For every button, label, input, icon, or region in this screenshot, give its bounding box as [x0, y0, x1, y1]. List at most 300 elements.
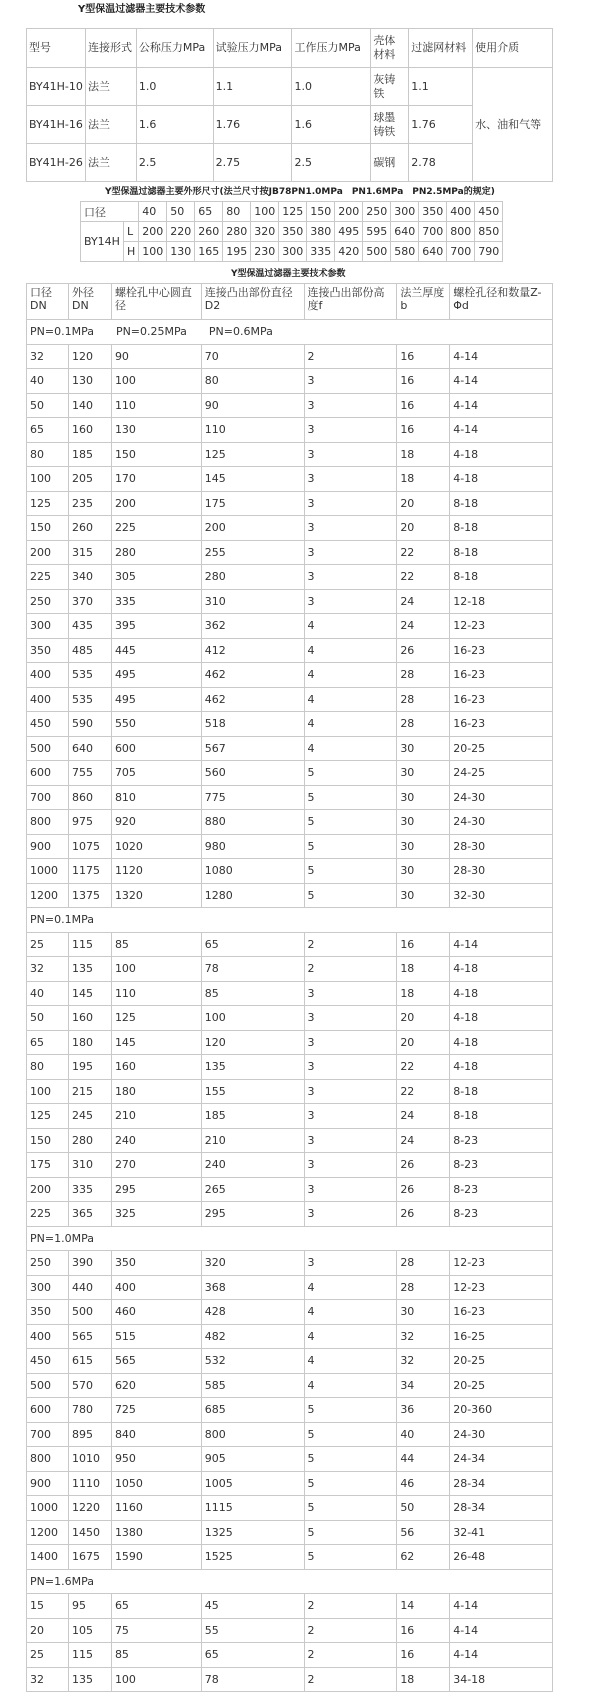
dn-cell: 350: [419, 202, 447, 222]
table-row: [27, 540, 553, 565]
table-cell: 120: [68, 344, 111, 369]
header-cell: 螺栓孔径和数量Z-Φd: [450, 284, 553, 320]
table-cell: 12-18: [450, 589, 553, 614]
table-cell: 115: [68, 1643, 111, 1668]
table-row: [27, 981, 553, 1006]
table-row: [27, 589, 553, 614]
table-cell: 44: [397, 1447, 450, 1472]
table-cell: 4-14: [450, 418, 553, 443]
table-cell: 130: [111, 418, 201, 443]
table-cell: 4-18: [450, 1006, 553, 1031]
table-cell: 2: [304, 932, 397, 957]
table-cell: 1590: [111, 1545, 201, 1570]
table-cell: 5: [304, 1520, 397, 1545]
dimension-value-cell: 640: [419, 242, 447, 262]
table-cell: 14: [397, 1594, 450, 1619]
table-cell: 50: [397, 1496, 450, 1521]
table-cell: 567: [201, 736, 304, 761]
table-cell: 32: [27, 957, 69, 982]
table-cell: 90: [201, 393, 304, 418]
table-cell: 34-18: [450, 1667, 553, 1692]
table-cell: 65: [201, 932, 304, 957]
table-cell: 3: [304, 418, 397, 443]
table-row: [27, 1618, 553, 1643]
dimension-value-cell: 130: [167, 242, 195, 262]
table-row: [27, 1251, 553, 1276]
table-cell: 305: [111, 565, 201, 590]
header-cell: 使用介质: [473, 29, 553, 68]
table-row: [27, 1471, 553, 1496]
table-cell: 155: [201, 1079, 304, 1104]
table-cell: 1050: [111, 1471, 201, 1496]
header-cell: 型号: [27, 29, 86, 68]
table-cell: 12-23: [450, 1275, 553, 1300]
dn-cell: 50: [167, 202, 195, 222]
table-cell: 120: [201, 1030, 304, 1055]
table-cell: 980: [201, 834, 304, 859]
tech-params-table: [26, 28, 553, 182]
table-cell: 4: [304, 663, 397, 688]
table-cell: 30: [397, 761, 450, 786]
dimension-value-cell: 850: [475, 222, 503, 242]
table-cell: 4: [304, 1373, 397, 1398]
table-cell: 640: [68, 736, 111, 761]
table-cell: 45: [201, 1594, 304, 1619]
table-cell: 350: [111, 1251, 201, 1276]
table-cell: 1020: [111, 834, 201, 859]
table-cell: 950: [111, 1447, 201, 1472]
table-cell: 145: [201, 467, 304, 492]
table-cell: 260: [68, 516, 111, 541]
table-cell: 3: [304, 491, 397, 516]
table-cell: 150: [111, 442, 201, 467]
table-cell: 20: [397, 1006, 450, 1031]
dn-cell: 150: [307, 202, 335, 222]
table-cell: 440: [68, 1275, 111, 1300]
table-cell: 5: [304, 761, 397, 786]
table-cell: 20-360: [450, 1398, 553, 1423]
table-cell: 30: [397, 736, 450, 761]
table-row: [27, 68, 553, 106]
table-cell: 1075: [68, 834, 111, 859]
table-cell: 16: [397, 418, 450, 443]
table-cell: 70: [201, 344, 304, 369]
table-cell: 450: [27, 1349, 69, 1374]
table-cell: 32: [397, 1324, 450, 1349]
dimension-value-cell: 165: [195, 242, 223, 262]
table-cell: 110: [111, 981, 201, 1006]
table-cell: 368: [201, 1275, 304, 1300]
table-row: [27, 1447, 553, 1472]
table-cell: 240: [201, 1153, 304, 1178]
header-cell: 壳体材料: [371, 29, 409, 68]
header-cell: 口径DN: [27, 284, 69, 320]
table-cell: 445: [111, 638, 201, 663]
table-cell: 80: [27, 442, 69, 467]
table-cell: 16: [397, 1643, 450, 1668]
table-cell: 28-34: [450, 1496, 553, 1521]
table-cell: 3: [304, 516, 397, 541]
table-row: [27, 785, 553, 810]
table-cell: 1.0: [136, 68, 213, 106]
table-cell: 30: [397, 834, 450, 859]
pressure-group-row: [27, 908, 553, 933]
table-cell: 175: [201, 491, 304, 516]
table-row: [27, 1349, 553, 1374]
table-cell: 325: [111, 1202, 201, 1227]
table-cell: 4: [304, 638, 397, 663]
table-cell: 40: [27, 369, 69, 394]
table-cell: 160: [68, 418, 111, 443]
table-cell: 50: [27, 1006, 69, 1031]
table-row: [27, 565, 553, 590]
table-cell: 46: [397, 1471, 450, 1496]
table-cell: 40: [397, 1422, 450, 1447]
table-cell: 3: [304, 1006, 397, 1031]
table-row: [27, 834, 553, 859]
table-cell: 755: [68, 761, 111, 786]
table-row: [27, 883, 553, 908]
table-cell: 225: [27, 1202, 69, 1227]
table-cell: 4-18: [450, 957, 553, 982]
table-cell: 1.6: [136, 106, 213, 144]
dimension-value-cell: 320: [251, 222, 279, 242]
table-cell: 4-18: [450, 442, 553, 467]
table-cell: 180: [111, 1079, 201, 1104]
table-cell: 685: [201, 1398, 304, 1423]
table-cell: 860: [68, 785, 111, 810]
table-cell: 55: [201, 1618, 304, 1643]
table-cell: 85: [201, 981, 304, 1006]
dimension-value-cell: 100: [139, 242, 167, 262]
table-cell: 895: [68, 1422, 111, 1447]
table-cell: 3: [304, 1177, 397, 1202]
table-cell: 4-14: [450, 1594, 553, 1619]
medium-cell: 水、油和气等: [473, 68, 553, 182]
table-cell: 2: [304, 1643, 397, 1668]
table-cell: 565: [68, 1324, 111, 1349]
table-cell: 1160: [111, 1496, 201, 1521]
table-row: [27, 638, 553, 663]
dimension-value-cell: 700: [419, 222, 447, 242]
table-cell: 110: [111, 393, 201, 418]
table-cell: 365: [68, 1202, 111, 1227]
table-cell: 1320: [111, 883, 201, 908]
table-cell: 145: [68, 981, 111, 1006]
table-cell: 300: [27, 614, 69, 639]
table-row: [27, 1153, 553, 1178]
table-cell: 255: [201, 540, 304, 565]
table-cell: 3: [304, 1251, 397, 1276]
table-cell: 85: [111, 932, 201, 957]
table-cell: 295: [201, 1202, 304, 1227]
table-cell: 135: [68, 1667, 111, 1692]
table-cell: 4-14: [450, 932, 553, 957]
table-row: [27, 761, 553, 786]
table-cell: 100: [27, 467, 69, 492]
table-cell: 565: [111, 1349, 201, 1374]
table-cell: 4-18: [450, 1055, 553, 1080]
table-cell: 2.78: [409, 144, 473, 182]
table-cell: 4: [304, 1349, 397, 1374]
table-cell: 碳钢: [371, 144, 409, 182]
dimension-label-cell: H: [123, 242, 138, 262]
table-cell: 2.75: [213, 144, 292, 182]
table-cell: 125: [111, 1006, 201, 1031]
table-cell: 225: [27, 565, 69, 590]
table-cell: 170: [111, 467, 201, 492]
table-cell: 16: [397, 932, 450, 957]
table-cell: 3: [304, 467, 397, 492]
table-cell: 2.5: [136, 144, 213, 182]
table-cell: 16-23: [450, 687, 553, 712]
table-cell: 56: [397, 1520, 450, 1545]
table-row: [27, 1398, 553, 1423]
table-cell: 200: [201, 516, 304, 541]
pressure-group-row: [27, 320, 553, 345]
dn-cell: 80: [223, 202, 251, 222]
table-cell: 270: [111, 1153, 201, 1178]
table-cell: 800: [27, 1447, 69, 1472]
dimension-value-cell: 260: [195, 222, 223, 242]
table-cell: 195: [68, 1055, 111, 1080]
table-cell: 335: [111, 589, 201, 614]
table-cell: 185: [68, 442, 111, 467]
table-cell: 428: [201, 1300, 304, 1325]
table-cell: 600: [27, 1398, 69, 1423]
dimension-value-cell: 495: [335, 222, 363, 242]
table-cell: 75: [111, 1618, 201, 1643]
table-cell: 1000: [27, 859, 69, 884]
table-cell: 485: [68, 638, 111, 663]
table-cell: 725: [111, 1398, 201, 1423]
table-cell: 495: [111, 687, 201, 712]
table-cell: 560: [201, 761, 304, 786]
table-cell: 4: [304, 687, 397, 712]
table-cell: 32-41: [450, 1520, 553, 1545]
table-row: [27, 393, 553, 418]
dn-cell: 250: [363, 202, 391, 222]
header-cell: 试验压力MPa: [213, 29, 292, 68]
table-cell: 800: [27, 810, 69, 835]
table-cell: 3: [304, 1104, 397, 1129]
dn-cell: 65: [195, 202, 223, 222]
table-cell: 620: [111, 1373, 201, 1398]
table-cell: 28-30: [450, 859, 553, 884]
table-cell: 1080: [201, 859, 304, 884]
table-cell: 2: [304, 1667, 397, 1692]
table-cell: 1380: [111, 1520, 201, 1545]
table-cell: 25: [27, 932, 69, 957]
table-row: [27, 1643, 553, 1668]
header-cell: 连接凸出部份直径D2: [201, 284, 304, 320]
table-cell: 65: [27, 1030, 69, 1055]
table-cell: BY41H-16: [27, 106, 86, 144]
table-cell: 1450: [68, 1520, 111, 1545]
dn-cell: 200: [335, 202, 363, 222]
table-cell: 100: [201, 1006, 304, 1031]
table-cell: 4: [304, 712, 397, 737]
table-row: [27, 1545, 553, 1570]
dn-cell: 300: [391, 202, 419, 222]
header-cell: 连接凸出部份高度f: [304, 284, 397, 320]
table-cell: 840: [111, 1422, 201, 1447]
dimension-value-cell: 230: [251, 242, 279, 262]
table-cell: 8-23: [450, 1177, 553, 1202]
table-cell: 28: [397, 1275, 450, 1300]
dimension-value-cell: 640: [391, 222, 419, 242]
table-cell: 975: [68, 810, 111, 835]
table-row: [27, 1520, 553, 1545]
table-cell: 78: [201, 1667, 304, 1692]
table-cell: 16-23: [450, 663, 553, 688]
flange-table-title: Y型保温过滤器主要技术参数: [231, 269, 346, 279]
table-cell: 36: [397, 1398, 450, 1423]
table-cell: 100: [27, 1079, 69, 1104]
table-cell: 16-23: [450, 638, 553, 663]
table-cell: 135: [201, 1055, 304, 1080]
pressure-group-row: [27, 1569, 553, 1594]
dimensions-table: [80, 201, 503, 262]
table-cell: 110: [201, 418, 304, 443]
table-cell: 1.0: [292, 68, 371, 106]
table-cell: 1000: [27, 1496, 69, 1521]
table-cell: 20: [27, 1618, 69, 1643]
table-cell: 535: [68, 663, 111, 688]
table-cell: 4-14: [450, 1643, 553, 1668]
table-cell: 90: [111, 344, 201, 369]
dimension-value-cell: 700: [447, 242, 475, 262]
table-cell: 65: [201, 1643, 304, 1668]
table-cell: 250: [27, 589, 69, 614]
table-cell: 12-23: [450, 1251, 553, 1276]
table-cell: 24: [397, 1128, 450, 1153]
table-cell: 5: [304, 1398, 397, 1423]
header-cell: 法兰厚度b: [397, 284, 450, 320]
table-cell: 30: [397, 785, 450, 810]
table-cell: 3: [304, 1153, 397, 1178]
table-cell: 3: [304, 981, 397, 1006]
dn-cell: 125: [279, 202, 307, 222]
table-cell: 240: [111, 1128, 201, 1153]
table-cell: 1200: [27, 883, 69, 908]
table-cell: 160: [111, 1055, 201, 1080]
table-cell: 130: [68, 369, 111, 394]
table-cell: 205: [68, 467, 111, 492]
table-row: [27, 859, 553, 884]
table-cell: 1115: [201, 1496, 304, 1521]
table-cell: BY41H-26: [27, 144, 86, 182]
table-cell: 4-14: [450, 369, 553, 394]
table-cell: 150: [27, 1128, 69, 1153]
table-cell: 16: [397, 393, 450, 418]
table-cell: 100: [111, 1667, 201, 1692]
table-cell: 450: [27, 712, 69, 737]
table-cell: 3: [304, 369, 397, 394]
table-cell: 28: [397, 1251, 450, 1276]
table-cell: 280: [111, 540, 201, 565]
table-cell: 175: [27, 1153, 69, 1178]
table-cell: 8-18: [450, 565, 553, 590]
table-cell: 50: [27, 393, 69, 418]
table-cell: 1175: [68, 859, 111, 884]
table-cell: 280: [68, 1128, 111, 1153]
table-cell: 362: [201, 614, 304, 639]
dimension-value-cell: 800: [447, 222, 475, 242]
table-cell: 295: [111, 1177, 201, 1202]
table-cell: 22: [397, 1079, 450, 1104]
table-cell: 150: [27, 516, 69, 541]
table-cell: 435: [68, 614, 111, 639]
table-row: [27, 344, 553, 369]
spec-table-title: Y型保温过滤器主要技术参数: [78, 4, 206, 15]
table-row: [27, 1422, 553, 1447]
table-cell: 80: [201, 369, 304, 394]
header-cell: 连接形式: [85, 29, 136, 68]
table-cell: 62: [397, 1545, 450, 1570]
table-cell: 500: [27, 736, 69, 761]
table-cell: 4: [304, 736, 397, 761]
header-cell: 公称压力MPa: [136, 29, 213, 68]
table-cell: 3: [304, 393, 397, 418]
table-cell: 705: [111, 761, 201, 786]
table-cell: 30: [397, 859, 450, 884]
table-cell: 4: [304, 1300, 397, 1325]
table-cell: 310: [68, 1153, 111, 1178]
table-cell: 2: [304, 344, 397, 369]
table-cell: 3: [304, 540, 397, 565]
table-cell: 145: [111, 1030, 201, 1055]
table-cell: 4: [304, 1324, 397, 1349]
table-row: [27, 1030, 553, 1055]
dimensions-table-title: Y型保温过滤器主要外形尺寸(法兰尺寸按JB78PN1.0MPa PN1.6MPa PN2.5MPa的规定): [105, 187, 495, 197]
table-cell: 28: [397, 687, 450, 712]
dimension-label-cell: L: [123, 222, 138, 242]
pressure-group-label: PN=1.0MPa: [27, 1226, 553, 1251]
table-cell: 4-14: [450, 393, 553, 418]
table-cell: 2.5: [292, 144, 371, 182]
table-cell: 1400: [27, 1545, 69, 1570]
table-cell: 5: [304, 1471, 397, 1496]
table-cell: 125: [201, 442, 304, 467]
table-cell: 16: [397, 1618, 450, 1643]
table-cell: 8-23: [450, 1153, 553, 1178]
table-row: [27, 687, 553, 712]
table-cell: 1325: [201, 1520, 304, 1545]
table-cell: 20: [397, 1030, 450, 1055]
table-cell: 18: [397, 957, 450, 982]
table-cell: 600: [111, 736, 201, 761]
table-cell: 32-30: [450, 883, 553, 908]
table-cell: 8-23: [450, 1202, 553, 1227]
table-cell: 300: [27, 1275, 69, 1300]
table-cell: 4-18: [450, 1030, 553, 1055]
table-cell: 5: [304, 859, 397, 884]
table-cell: 1005: [201, 1471, 304, 1496]
table-cell: 18: [397, 1667, 450, 1692]
table-row: [27, 1177, 553, 1202]
table-cell: 65: [27, 418, 69, 443]
table-cell: 22: [397, 1055, 450, 1080]
table-row: [27, 1055, 553, 1080]
table-cell: 570: [68, 1373, 111, 1398]
table-cell: 400: [27, 687, 69, 712]
table-cell: 905: [201, 1447, 304, 1472]
table-cell: 125: [27, 491, 69, 516]
table-cell: 518: [201, 712, 304, 737]
table-cell: 32: [27, 344, 69, 369]
table-row: [27, 1202, 553, 1227]
